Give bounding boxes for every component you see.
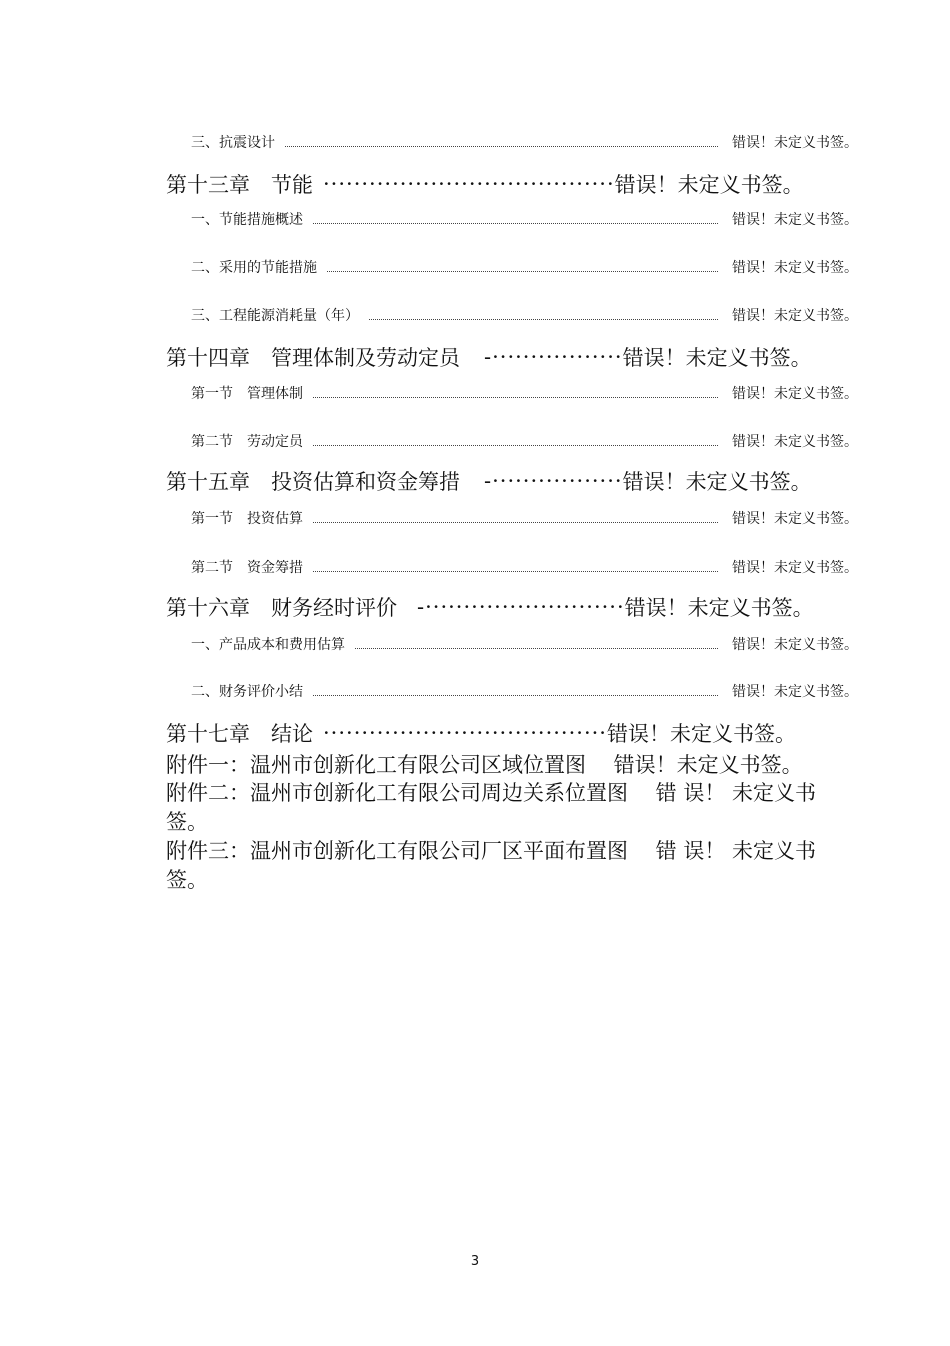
toc-entry-label: 二、采用的节能措施 — [191, 260, 317, 276]
toc-entry-16-1[interactable] — [191, 634, 858, 654]
dot-leader — [313, 512, 718, 523]
dot-leader — [313, 387, 718, 398]
toc-entry-16-2[interactable] — [191, 681, 858, 701]
toc-entry-label: 一、产品成本和费用估算 — [191, 637, 345, 653]
toc-chapter-14[interactable] — [166, 343, 812, 371]
toc-attachment-2-line2: 签。 — [166, 810, 208, 834]
toc-entry-label: 三、抗震设计 — [191, 135, 275, 151]
dot-leader — [285, 136, 718, 147]
toc-chapter-ref: 错误！未定义书签。 — [622, 470, 812, 494]
toc-entry-label: 第二节 劳动定员 — [191, 434, 303, 450]
toc-entry-ref: 错误！未定义书签。 — [732, 386, 858, 402]
dot-leader — [313, 213, 718, 224]
toc-chapter-label: 第十七章 结论 — [166, 722, 313, 746]
toc-chapter-16[interactable] — [166, 593, 814, 621]
toc-entry-label: 一、节能措施概述 — [191, 212, 303, 228]
toc-chapter-label: 第十三章 节能 — [166, 173, 313, 197]
toc-entry-13-2[interactable] — [191, 257, 858, 277]
toc-chapter-ref: 错误！未定义书签。 — [607, 722, 796, 746]
toc-chapter-label: 第十四章 管理体制及劳动定员 — [166, 346, 460, 370]
toc-entry-label: 二、财务评价小结 — [191, 684, 303, 700]
toc-entry-14-2[interactable] — [191, 431, 858, 451]
toc-entry-ref: 错误！未定义书签。 — [732, 135, 858, 151]
toc-entry-13-3[interactable] — [191, 305, 858, 325]
toc-chapter-ref: 错误！未定义书签。 — [624, 596, 814, 620]
toc-chapter-label: 第十五章 投资估算和资金筹措 — [166, 470, 460, 494]
toc-entry-ref: 错误！未定义书签。 — [732, 308, 858, 324]
toc-entry-label: 第二节 资金筹措 — [191, 560, 303, 576]
toc-entry-ref: 错误！未定义书签。 — [732, 511, 858, 527]
page-number: 3 — [470, 1254, 480, 1269]
dot-leader — [327, 261, 718, 272]
dot-leader — [313, 435, 718, 446]
toc-entry-15-2[interactable] — [191, 557, 858, 577]
toc-entry-seismic-design[interactable] — [191, 132, 858, 152]
toc-attachment-3-line2: 签。 — [166, 868, 208, 892]
toc-entry-ref: 错误！未定义书签。 — [732, 434, 858, 450]
dot-leader: ······································ — [323, 172, 615, 196]
toc-entry-ref: 错误！未定义书签。 — [732, 212, 858, 228]
dot-leader — [355, 638, 718, 649]
toc-entry-label: 第一节 投资估算 — [191, 511, 303, 527]
toc-entry-ref: 错误！未定义书签。 — [732, 684, 858, 700]
toc-chapter-17[interactable] — [166, 719, 796, 747]
dot-leader — [369, 309, 718, 320]
toc-chapter-label: 第十六章 财务经时评价 — [166, 596, 397, 620]
toc-attachment-2-line1[interactable]: 附件二：温州市创新化工有限公司周边关系位置图 错 误！ 未定义书 — [166, 781, 817, 805]
dot-leader — [313, 685, 718, 696]
toc-entry-ref: 错误！未定义书签。 — [732, 560, 858, 576]
toc-chapter-ref: 错误！未定义书签。 — [614, 173, 804, 197]
toc-entry-label: 第一节 管理体制 — [191, 386, 303, 402]
toc-chapter-15[interactable] — [166, 467, 812, 495]
toc-entry-13-1[interactable] — [191, 209, 858, 229]
toc-entry-ref: 错误！未定义书签。 — [732, 260, 858, 276]
toc-attachment-3-line1[interactable]: 附件三：温州市创新化工有限公司厂区平面布置图 错 误！ 未定义书 — [166, 839, 817, 863]
dot-leader: -················· — [484, 345, 623, 369]
toc-entry-14-1[interactable] — [191, 383, 858, 403]
toc-entry-label: 三、工程能源消耗量（年） — [191, 308, 359, 324]
toc-chapter-13[interactable] — [166, 170, 804, 198]
dot-leader: -················· — [484, 469, 623, 493]
toc-entry-ref: 错误！未定义书签。 — [732, 637, 858, 653]
toc-entry-15-1[interactable] — [191, 508, 858, 528]
dot-leader — [313, 561, 718, 572]
dot-leader: -·························· — [417, 595, 625, 619]
toc-attachment-1[interactable]: 附件一：温州市创新化工有限公司区域位置图 错误！未定义书签。 — [166, 753, 803, 777]
dot-leader: ····································· — [323, 721, 607, 745]
toc-chapter-ref: 错误！未定义书签。 — [622, 346, 812, 370]
